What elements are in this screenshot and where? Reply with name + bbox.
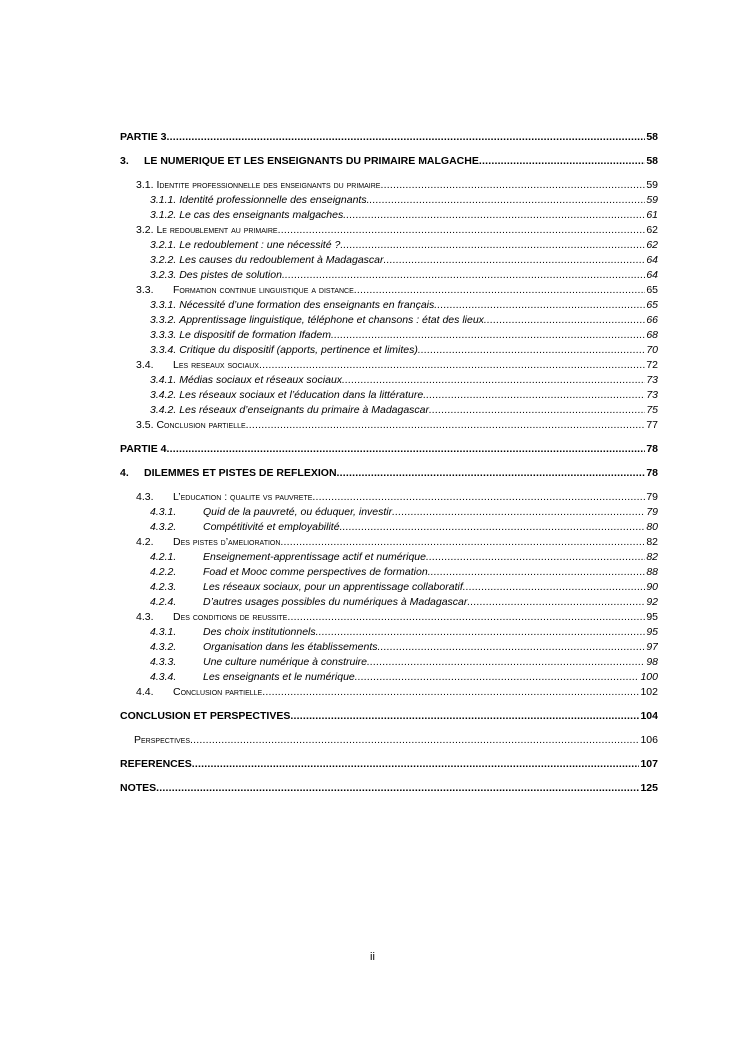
toc-entry[interactable] <box>120 757 658 772</box>
toc-entry-number: 3.2.1. <box>150 239 180 251</box>
toc-entry-title: Une culture numérique à construire <box>203 656 368 668</box>
dot-leader <box>340 238 645 253</box>
toc-entry-number: 3.3.4. <box>150 344 180 356</box>
toc-entry[interactable] <box>150 298 658 313</box>
toc-entry[interactable] <box>136 223 658 238</box>
toc-entry-number: 3.1. <box>136 179 157 191</box>
toc-entry-number: 4.2.1. <box>150 551 177 563</box>
toc-entry[interactable] <box>136 358 658 373</box>
toc-entry[interactable] <box>150 238 658 253</box>
toc-entry-page: 95 <box>646 611 658 623</box>
toc-entry-label <box>150 670 355 685</box>
toc-entry-number: 4.3.1. <box>150 506 177 518</box>
toc-entry-title: PARTIE 4 <box>120 443 167 455</box>
dot-leader <box>278 223 646 238</box>
toc-entry-page: 82 <box>646 551 658 563</box>
toc-entry-title: Des pistes d’amelioration <box>173 536 281 548</box>
toc-entry[interactable] <box>136 685 658 700</box>
toc-entry-page: 95 <box>646 626 658 638</box>
toc-entry-page: 68 <box>646 329 658 341</box>
toc-entry-label <box>150 298 434 313</box>
toc-entry-number: 4.3.2. <box>150 641 177 653</box>
toc-entry-number: 4.2.3. <box>150 581 177 593</box>
dot-leader <box>312 490 645 505</box>
toc-entry-title: Conclusion partielle <box>173 686 263 698</box>
toc-entry-title: Des conditions de reussite <box>173 611 288 623</box>
toc-entry[interactable] <box>150 208 658 223</box>
toc-entry-title: PARTIE 3 <box>120 131 167 143</box>
toc-entry-label <box>150 520 340 535</box>
toc-entry-page: 65 <box>646 284 658 296</box>
toc-entry-title: DILEMMES ET PISTES DE REFLEXION <box>144 467 337 479</box>
toc-entry-page: 64 <box>646 254 658 266</box>
toc-entry-page: 59 <box>646 179 658 191</box>
toc-entry-page: 72 <box>646 359 658 371</box>
table-of-contents <box>120 128 658 805</box>
dot-leader <box>428 565 646 580</box>
dot-leader <box>355 670 640 685</box>
dot-leader <box>467 595 645 610</box>
toc-entry[interactable] <box>136 283 658 298</box>
toc-entry-title: Le redoublement au primaire <box>156 224 278 236</box>
toc-entry-number: 4.3.2. <box>150 521 177 533</box>
toc-entry-title: Identité professionnelle des enseignants. <box>179 194 370 206</box>
toc-entry-label <box>150 505 392 520</box>
toc-entry-number: 3.4.1. <box>150 374 180 386</box>
toc-entry-page: 107 <box>640 758 658 770</box>
toc-entry[interactable] <box>134 733 658 748</box>
toc-entry-page: 70 <box>646 344 658 356</box>
dot-leader <box>337 466 646 481</box>
toc-entry-number: 4.3. <box>136 611 154 623</box>
toc-entry-page: 100 <box>640 671 658 683</box>
toc-entry-number: 4.2.2. <box>150 566 177 578</box>
toc-entry-title: Apprentissage linguistique, téléphone et chansons : état des lieux <box>179 314 484 326</box>
dot-leader <box>370 193 646 208</box>
toc-entry-number: 4.4. <box>136 686 154 698</box>
toc-entry-number: 4.2.4. <box>150 596 177 608</box>
toc-entry[interactable] <box>150 328 658 343</box>
toc-entry[interactable] <box>150 373 658 388</box>
toc-entry-label <box>136 610 287 625</box>
dot-leader <box>426 550 645 565</box>
dot-leader <box>280 535 645 550</box>
toc-entry[interactable] <box>150 550 658 565</box>
toc-entry-title: Enseignement-apprentissage actif et numérique <box>203 551 426 563</box>
dot-leader <box>287 610 645 625</box>
toc-entry-number: 4.3.3. <box>150 656 177 668</box>
toc-entry-page: 106 <box>640 734 658 746</box>
toc-entry-page: 61 <box>646 209 658 221</box>
dot-leader <box>340 520 646 535</box>
toc-entry[interactable] <box>136 418 658 433</box>
toc-entry-number: 4.2. <box>136 536 154 548</box>
toc-entry-page: 80 <box>646 521 658 533</box>
dot-leader <box>418 343 645 358</box>
toc-entry-label <box>120 757 192 772</box>
toc-entry[interactable] <box>150 625 658 640</box>
toc-entry-label <box>150 403 429 418</box>
toc-entry-page: 104 <box>640 710 658 722</box>
toc-entry-number: 3.3. <box>136 284 154 296</box>
toc-entry-title: Les reseaux sociaux <box>173 359 259 371</box>
dot-leader <box>262 685 639 700</box>
toc-entry-page: 62 <box>646 224 658 236</box>
dot-leader <box>354 283 646 298</box>
toc-entry-label <box>136 223 278 238</box>
toc-entry-label <box>136 535 280 550</box>
toc-entry-label <box>150 550 426 565</box>
dot-leader <box>166 130 645 145</box>
toc-entry-number: 3.1.2. <box>150 209 180 221</box>
toc-entry[interactable] <box>150 343 658 358</box>
toc-entry-page: 66 <box>646 314 658 326</box>
toc-entry-label <box>150 313 484 328</box>
toc-entry[interactable] <box>150 640 658 655</box>
toc-entry[interactable] <box>150 403 658 418</box>
toc-entry-label <box>150 208 343 223</box>
toc-entry-label <box>150 595 467 610</box>
toc-entry-page: 73 <box>646 374 658 386</box>
toc-entry-label <box>134 733 190 748</box>
toc-entry-title: Le cas des enseignants malgaches <box>179 209 344 221</box>
dot-leader <box>367 655 645 670</box>
toc-entry-number: 3.2. <box>136 224 157 236</box>
toc-entry-title: Compétitivité et employabilité <box>203 521 340 533</box>
page-number-footer: ii <box>370 951 375 963</box>
toc-entry-title: Critique du dispositif (apports, pertinence et limites) <box>179 344 418 356</box>
toc-entry-title: Les enseignants et le numérique <box>203 671 355 683</box>
toc-entry-page: 78 <box>646 467 658 479</box>
toc-entry-number: 4. <box>120 467 129 479</box>
toc-entry[interactable] <box>136 535 658 550</box>
toc-entry[interactable] <box>150 670 658 685</box>
dot-leader <box>259 358 645 373</box>
toc-entry-page: 102 <box>640 686 658 698</box>
toc-entry-number: 3.1.1. <box>150 194 180 206</box>
toc-entry[interactable] <box>150 313 658 328</box>
toc-entry-title: Quid de la pauvreté, ou éduquer, investir <box>203 506 393 518</box>
toc-entry-title: Formation continue linguistique a distance <box>173 284 354 296</box>
toc-entry-label <box>150 625 316 640</box>
toc-entry-number: 4.3.1. <box>150 626 177 638</box>
toc-entry-page: 97 <box>646 641 658 653</box>
dot-leader <box>190 733 639 748</box>
toc-entry-title: NOTES <box>120 782 157 794</box>
toc-entry[interactable] <box>150 505 658 520</box>
toc-entry[interactable] <box>136 610 658 625</box>
toc-entry-label <box>120 130 166 145</box>
toc-entry[interactable] <box>150 388 658 403</box>
toc-entry-number: 4.3.4. <box>150 671 177 683</box>
toc-entry-page: 59 <box>646 194 658 206</box>
toc-entry-label <box>136 490 312 505</box>
dot-leader <box>246 418 646 433</box>
toc-entry-title: Des choix institutionnels <box>203 626 316 638</box>
dot-leader <box>282 268 645 283</box>
dot-leader <box>423 388 645 403</box>
toc-entry-page: 92 <box>646 596 658 608</box>
toc-entry-title: Des pistes de solution <box>179 269 282 281</box>
toc-entry-title: Médias sociaux et réseaux sociaux <box>179 374 343 386</box>
toc-entry-page: 98 <box>646 656 658 668</box>
toc-entry-title: Les réseaux sociaux, pour un apprentissage collaboratif <box>203 581 463 593</box>
toc-entry-title: Conclusion partielle <box>156 419 246 431</box>
toc-entry-page: 62 <box>646 239 658 251</box>
toc-entry-label <box>150 343 418 358</box>
toc-entry-page: 125 <box>640 782 658 794</box>
toc-entry-label <box>136 358 259 373</box>
toc-entry[interactable] <box>120 130 658 145</box>
toc-entry-label <box>120 709 290 724</box>
dot-leader <box>290 709 639 724</box>
dot-leader <box>392 505 645 520</box>
toc-entry-page: 58 <box>646 155 658 167</box>
toc-entry-title: Le dispositif de formation Ifadem <box>179 329 331 341</box>
toc-entry-number: 3.4. <box>136 359 154 371</box>
toc-entry-title: L’education : qualite vs pauvrete <box>173 491 313 503</box>
toc-entry-number: 3.3.1. <box>150 299 180 311</box>
toc-entry[interactable] <box>150 595 658 610</box>
toc-entry-label <box>150 328 331 343</box>
dot-leader <box>378 640 646 655</box>
dot-leader <box>463 580 646 595</box>
toc-entry-number: 3. <box>120 155 129 167</box>
toc-entry-title: Le redoublement : une nécessité ? <box>179 239 341 251</box>
toc-entry-label <box>120 781 156 796</box>
toc-entry[interactable] <box>150 580 658 595</box>
toc-entry-title: LE NUMERIQUE ET LES ENSEIGNANTS DU PRIMAIRE MALGACHE <box>144 155 479 167</box>
toc-entry-number: 3.4.2. <box>150 389 180 401</box>
toc-entry-number: 3.2.2. <box>150 254 180 266</box>
toc-entry-page: 58 <box>646 131 658 143</box>
toc-entry-page: 79 <box>646 506 658 518</box>
toc-entry-label <box>136 178 380 193</box>
toc-entry-label <box>136 685 262 700</box>
toc-entry-title: CONCLUSION ET PERSPECTIVES <box>120 710 291 722</box>
toc-entry-title: Les réseaux d’enseignants du primaire à Madagascar <box>179 404 430 416</box>
toc-entry-title: Organisation dans les établissements <box>203 641 378 653</box>
dot-leader <box>316 625 646 640</box>
toc-entry-number: 3.4.2. <box>150 404 180 416</box>
toc-entry-page: 65 <box>646 299 658 311</box>
toc-entry-title: D’autres usages possibles du numériques à Madagascar <box>203 596 468 608</box>
toc-entry-title: Perspectives <box>134 734 191 746</box>
dot-leader <box>384 253 646 268</box>
toc-entry[interactable] <box>150 253 658 268</box>
toc-entry[interactable] <box>150 520 658 535</box>
toc-entry[interactable] <box>120 154 658 169</box>
toc-entry-label <box>120 466 337 481</box>
toc-entry-label <box>150 655 367 670</box>
dot-leader <box>342 373 645 388</box>
toc-entry-page: 90 <box>646 581 658 593</box>
toc-entry-page: 77 <box>646 419 658 431</box>
toc-entry-number: 3.3.2. <box>150 314 180 326</box>
toc-entry-label <box>136 283 354 298</box>
toc-entry-label <box>150 388 423 403</box>
toc-entry-label <box>150 373 342 388</box>
toc-entry-label <box>150 580 463 595</box>
toc-entry-label <box>150 238 340 253</box>
toc-entry-label <box>150 565 428 580</box>
toc-entry[interactable] <box>150 655 658 670</box>
dot-leader <box>484 313 645 328</box>
toc-entry[interactable] <box>150 565 658 580</box>
toc-entry-label <box>120 154 479 169</box>
dot-leader <box>380 178 645 193</box>
toc-entry-title: Identite professionnelle des enseignants du primaire <box>156 179 381 191</box>
toc-entry-page: 78 <box>646 443 658 455</box>
dot-leader <box>429 403 645 418</box>
toc-entry-label <box>150 253 384 268</box>
toc-entry-title: Foad et Mooc comme perspectives de formation <box>203 566 428 578</box>
toc-entry-title: Les causes du redoublement à Madagascar <box>179 254 384 266</box>
toc-entry-number: 3.2.3. <box>150 269 180 281</box>
dot-leader <box>343 208 645 223</box>
dot-leader <box>479 154 645 169</box>
toc-entry[interactable] <box>136 490 658 505</box>
toc-entry[interactable] <box>150 193 658 208</box>
toc-entry-page: 88 <box>646 566 658 578</box>
toc-entry-title: Nécessité d’une formation des enseignants en français <box>179 299 435 311</box>
toc-entry-label <box>150 640 378 655</box>
toc-entry-page: 64 <box>646 269 658 281</box>
dot-leader <box>192 757 640 772</box>
toc-entry-page: 82 <box>646 536 658 548</box>
toc-entry[interactable] <box>136 178 658 193</box>
toc-entry[interactable] <box>150 268 658 283</box>
toc-entry[interactable] <box>120 466 658 481</box>
toc-entry-label <box>150 193 370 208</box>
toc-entry-label <box>120 442 166 457</box>
toc-entry-number: 3.5. <box>136 419 157 431</box>
toc-entry-page: 73 <box>646 389 658 401</box>
toc-entry-title: REFERENCES <box>120 758 192 770</box>
dot-leader <box>331 328 645 343</box>
toc-entry-page: 79 <box>646 491 658 503</box>
dot-leader <box>156 781 639 796</box>
toc-entry-number: 3.3.3. <box>150 329 180 341</box>
toc-entry-label <box>136 418 246 433</box>
toc-entry[interactable] <box>120 781 658 796</box>
toc-entry-page: 75 <box>646 404 658 416</box>
toc-entry-label <box>150 268 282 283</box>
toc-entry[interactable] <box>120 442 658 457</box>
toc-entry-number: 4.3. <box>136 491 154 503</box>
dot-leader <box>166 442 645 457</box>
toc-entry[interactable] <box>120 709 658 724</box>
dot-leader <box>434 298 645 313</box>
toc-entry-title: Les réseaux sociaux et l’éducation dans la littérature <box>179 389 424 401</box>
